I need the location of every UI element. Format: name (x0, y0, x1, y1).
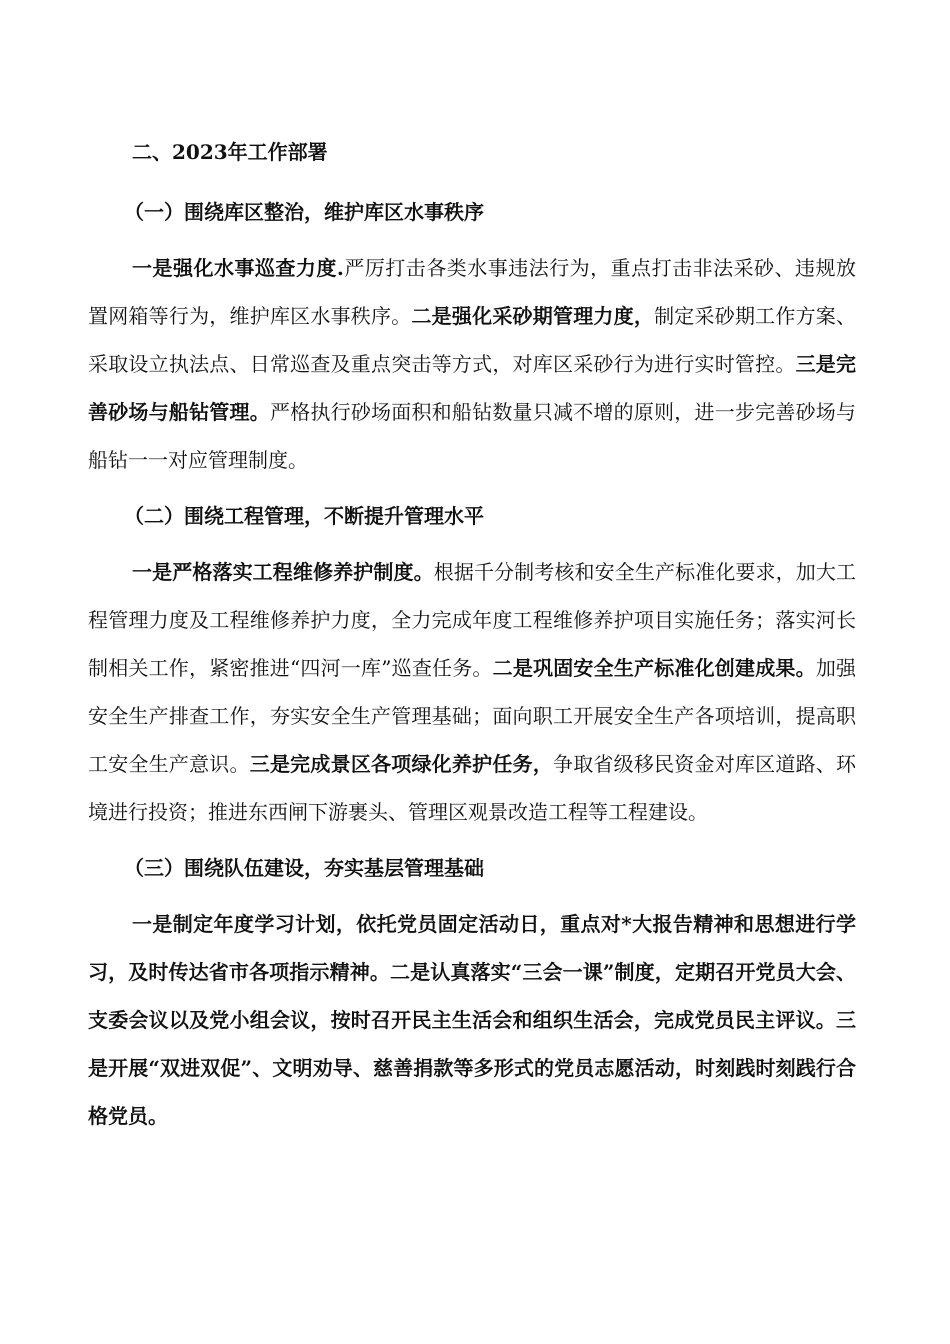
detail-1-1: 严厉打击各类水事违法行为，重点打击非法采砂、违规放置网箱等行为，维护库区水事秩序。 (88, 256, 857, 328)
section-3-paragraph: 一是制定年度学习计划，依托党员固定活动日，重点对*大报告精神和思想进行学习，及时传达省市各项指示精神。二是认真落实“三会一课”制度，定期召开党员大会、支委会议以及党小组会议，按时召开民主生活会和组织生活会，完成党员民主评议。三是开展“双进双促”、文明劝导、慈善捐款等多形式的党员志愿活动，时刻践时刻践行合格党员。 (88, 912, 856, 1128)
section-title-1: （一）围绕库区整治，维护库区水事秩序 (124, 200, 484, 224)
detail-2-2: 加强安全生产排查工作，夯实安全生产管理基础；面向职工开展安全生产各项培训，提高职工安全生产意识。 (88, 656, 857, 776)
detail-2-3: 争取省级移民资金对库区道路、环境进行投资；推进东西闸下游裹头、管理区观景改造工程等工程建设。 (88, 752, 857, 824)
key-point-2-2: 二是巩固安全生产标准化创建成果。 (492, 656, 816, 680)
detail-1-2: 制定采砂期工作方案、采取设立执法点、日常巡查及重点突击等方式，对库区采砂行为进行实时管控。 (88, 304, 857, 376)
section-1-paragraph (88, 244, 856, 484)
section-title-2: （二）围绕工程管理，不断提升管理水平 (124, 504, 484, 528)
key-point-2-1: 一是严格落实工程维修养护制度。 (132, 560, 434, 584)
detail-1-3: 严格执行砂场面积和船钻数量只减不增的原则，进一步完善砂场与船钻一一对应管理制度。 (88, 400, 857, 472)
key-point-1-2: 二是强化采砂期管理力度， (411, 304, 655, 328)
section-2-paragraph (88, 548, 856, 836)
key-point-2-3: 三是完成景区各项绿化养护任务， (249, 752, 553, 776)
section-title-3: （三）围绕队伍建设，夯实基层管理基础 (124, 856, 484, 880)
document-body (88, 132, 856, 1152)
part-heading: 二、2023年工作部署 (132, 140, 328, 164)
detail-2-1: 根据千分制考核和安全生产标准化要求，加大工程管理力度及工程维修养护力度，全力完成年度工程维修养护项目实施任务；落实河长制相关工作，紧密推进“四河一库”巡查任务。 (88, 560, 857, 680)
key-point-1-3: 三是完善砂场与船钻管理。 (88, 352, 857, 424)
key-point-1-1: 一是强化水事巡查力度. (132, 256, 344, 280)
